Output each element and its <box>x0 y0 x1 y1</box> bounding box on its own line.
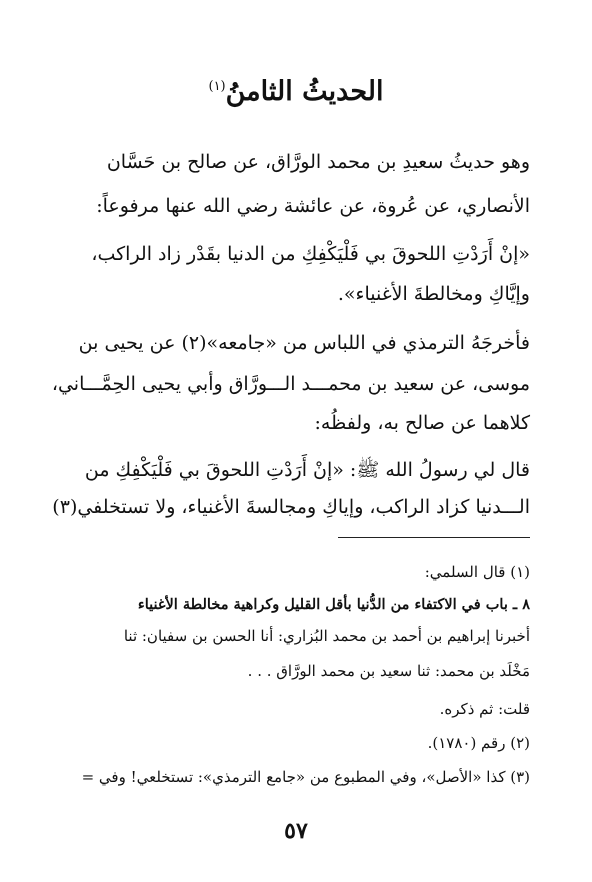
footnote-line: قلت: ثم ذكره. <box>439 700 530 718</box>
body-line: الأنصاري، عن عُروة، عن عائشة رضي الله عنها مرفوعاً: <box>96 195 530 217</box>
body-line: وهو حديثُ سعيدِ بن محمد الورَّاق، عن صالح بن حَسَّان <box>106 151 530 173</box>
footnote-separator <box>338 537 530 538</box>
body-line: وإيَّاكِ ومخالطةَ الأغنياء». <box>337 283 530 305</box>
footnote-chapter-heading: ٨ ـ باب في الاكتفاء من الدُّنيا بأقل القليل وكراهية مخالطة الأغنياء <box>137 596 530 613</box>
hadith-title <box>0 76 592 107</box>
page-number: ٥٧ <box>284 818 308 844</box>
footnote-line: (١) قال السلمي: <box>424 563 530 581</box>
body-line: الـــدنيا كزاد الراكب، وإياكِ ومجالسةَ الأغنياء، ولا تستخلفي(٣) <box>52 496 530 518</box>
footnote-line: (٢) رقم (١٧٨٠). <box>427 734 530 752</box>
body-line: «إنْ أَرَدْتِ اللحوقَ بي فَلْيَكْفِكِ من الدنيا بقَدْر زاد الراكب، <box>91 243 530 265</box>
body-line: موسى، عن سعيد بن محمـــد الـــورَّاق وأبي يحيى الحِمَّـــاني، <box>51 373 530 395</box>
body-line: فأخرجَهُ الترمذي في اللباس من «جامعه»(٢) عن يحيى بن <box>78 332 530 354</box>
title-footnote-marker: (١) <box>208 79 226 94</box>
body-line: قال لي رسولُ الله ﷺ: «إنْ أَرَدْتِ اللحوقَ بي فَلْيَكْفِكِ من <box>84 459 530 481</box>
body-line: كلاهما عن صالح به، ولفظُه: <box>314 412 530 434</box>
title-text: الحديثُ الثامنُ <box>225 76 384 107</box>
footnote-line: أخبرنا إبراهيم بن أحمد بن محمد البُزاري: أنا الحسن بن سفيان: ثنا <box>123 627 530 645</box>
footnote-line: مَخْلَد بن محمد: ثنا سعيد بن محمد الورَّاق . . . <box>247 662 530 680</box>
footnote-line: (٣) كذا «الأصل»، وفي المطبوع من «جامع الترمذي»: تستخلعي! وفي = <box>81 768 530 786</box>
